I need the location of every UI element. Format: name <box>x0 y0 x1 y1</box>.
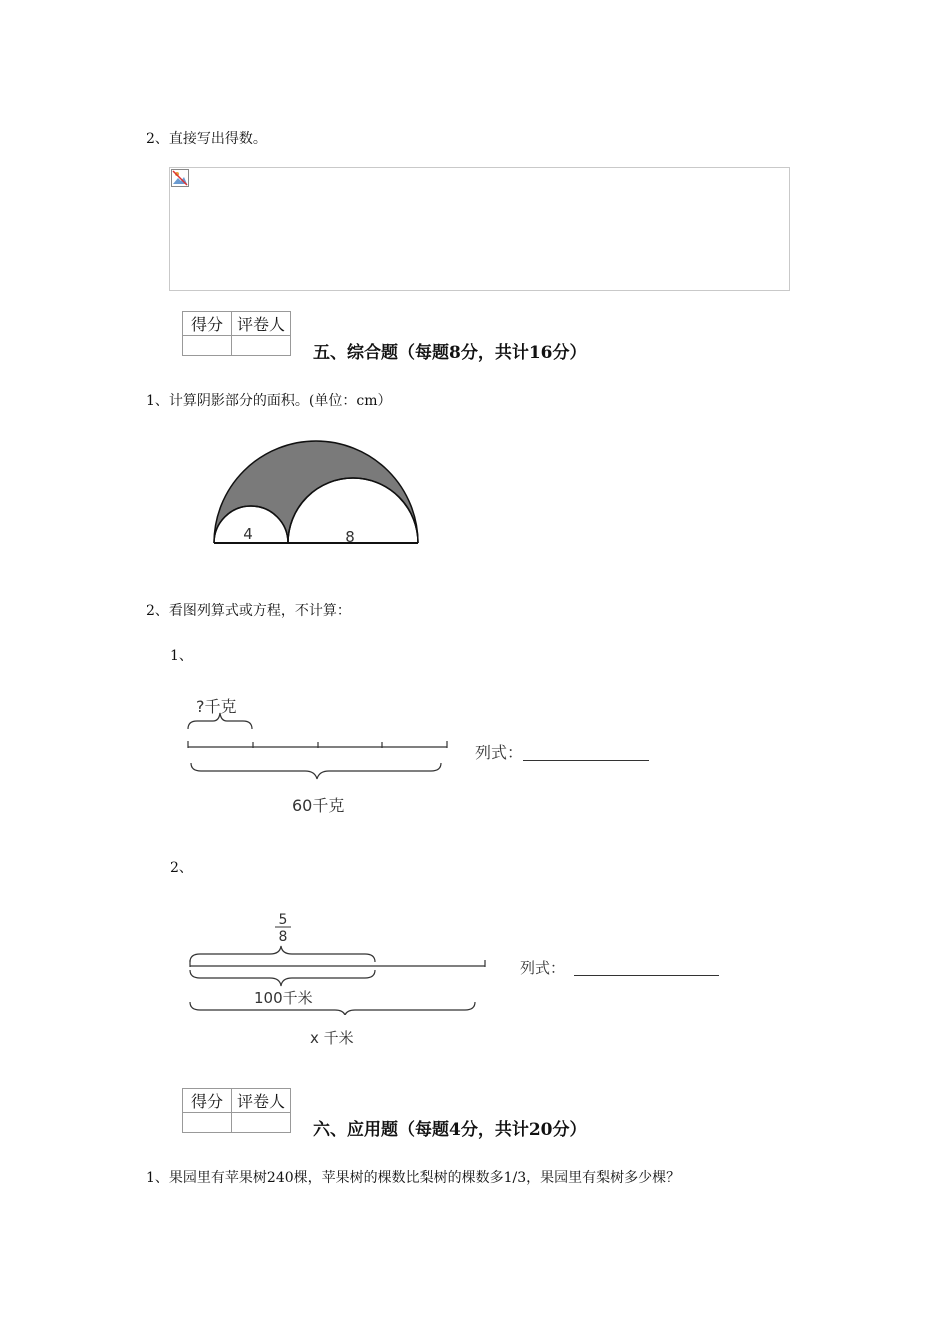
large-diameter-label: 8 <box>345 528 355 546</box>
score-table <box>182 1088 291 1133</box>
grader-cell[interactable] <box>232 1113 291 1133</box>
score-header: 得分 <box>183 312 232 336</box>
grader-header: 评卷人 <box>232 1089 291 1113</box>
diagram1-segment <box>185 710 455 780</box>
fraction-denominator: 8 <box>278 929 288 944</box>
diagram2-segment <box>185 940 490 1015</box>
question-diagram-formula: 2、看图列算式或方程，不计算： <box>146 603 351 619</box>
question-direct-calc: 2、直接写出得数。 <box>146 131 267 147</box>
diagram1-top-label: ?千克 <box>196 697 237 716</box>
diagram1-top-brace <box>188 713 252 729</box>
semicircle-figure <box>210 440 422 548</box>
diagram2-bottom-brace <box>190 1002 475 1015</box>
score-table <box>182 311 291 356</box>
small-diameter-label: 4 <box>243 525 253 543</box>
diagram1-bottom-label: 60千克 <box>292 796 345 815</box>
section-five-title: 五、综合题（每题8分，共计16分） <box>313 343 587 363</box>
diagram2-top-brace <box>190 946 375 962</box>
diagram1-formula-label: 列式： <box>475 743 524 762</box>
diagram2-formula-label: 列式： <box>520 959 566 977</box>
score-cell[interactable] <box>183 1113 232 1133</box>
score-header: 得分 <box>183 1089 232 1113</box>
question-shaded-area: 1、计算阴影部分的面积。(单位：cm） <box>146 393 392 409</box>
question-pear-trees: 1、果园里有苹果树240棵，苹果树的棵数比梨树的棵数多1/3，果园里有梨树多少棵？ <box>146 1170 681 1186</box>
grader-header: 评卷人 <box>232 312 291 336</box>
subquestion-1-number: 1、 <box>170 648 193 664</box>
diagram2-middle-label: 100千米 <box>254 989 313 1007</box>
diagram2-fraction <box>268 910 298 944</box>
broken-image-icon <box>171 169 189 187</box>
diagram2-middle-brace <box>190 970 375 986</box>
missing-image-box <box>169 167 790 291</box>
diagram1-bottom-brace <box>191 763 441 779</box>
score-cell[interactable] <box>183 336 232 356</box>
diagram2-bottom-label: x 千米 <box>310 1029 354 1047</box>
grader-cell[interactable] <box>232 336 291 356</box>
section-six-title: 六、应用题（每题4分，共计20分） <box>313 1120 587 1140</box>
fraction-numerator: 5 <box>278 912 288 928</box>
diagram1-answer-line[interactable] <box>523 760 649 761</box>
diagram2-answer-line[interactable] <box>574 975 719 976</box>
subquestion-2-number: 2、 <box>170 860 193 876</box>
